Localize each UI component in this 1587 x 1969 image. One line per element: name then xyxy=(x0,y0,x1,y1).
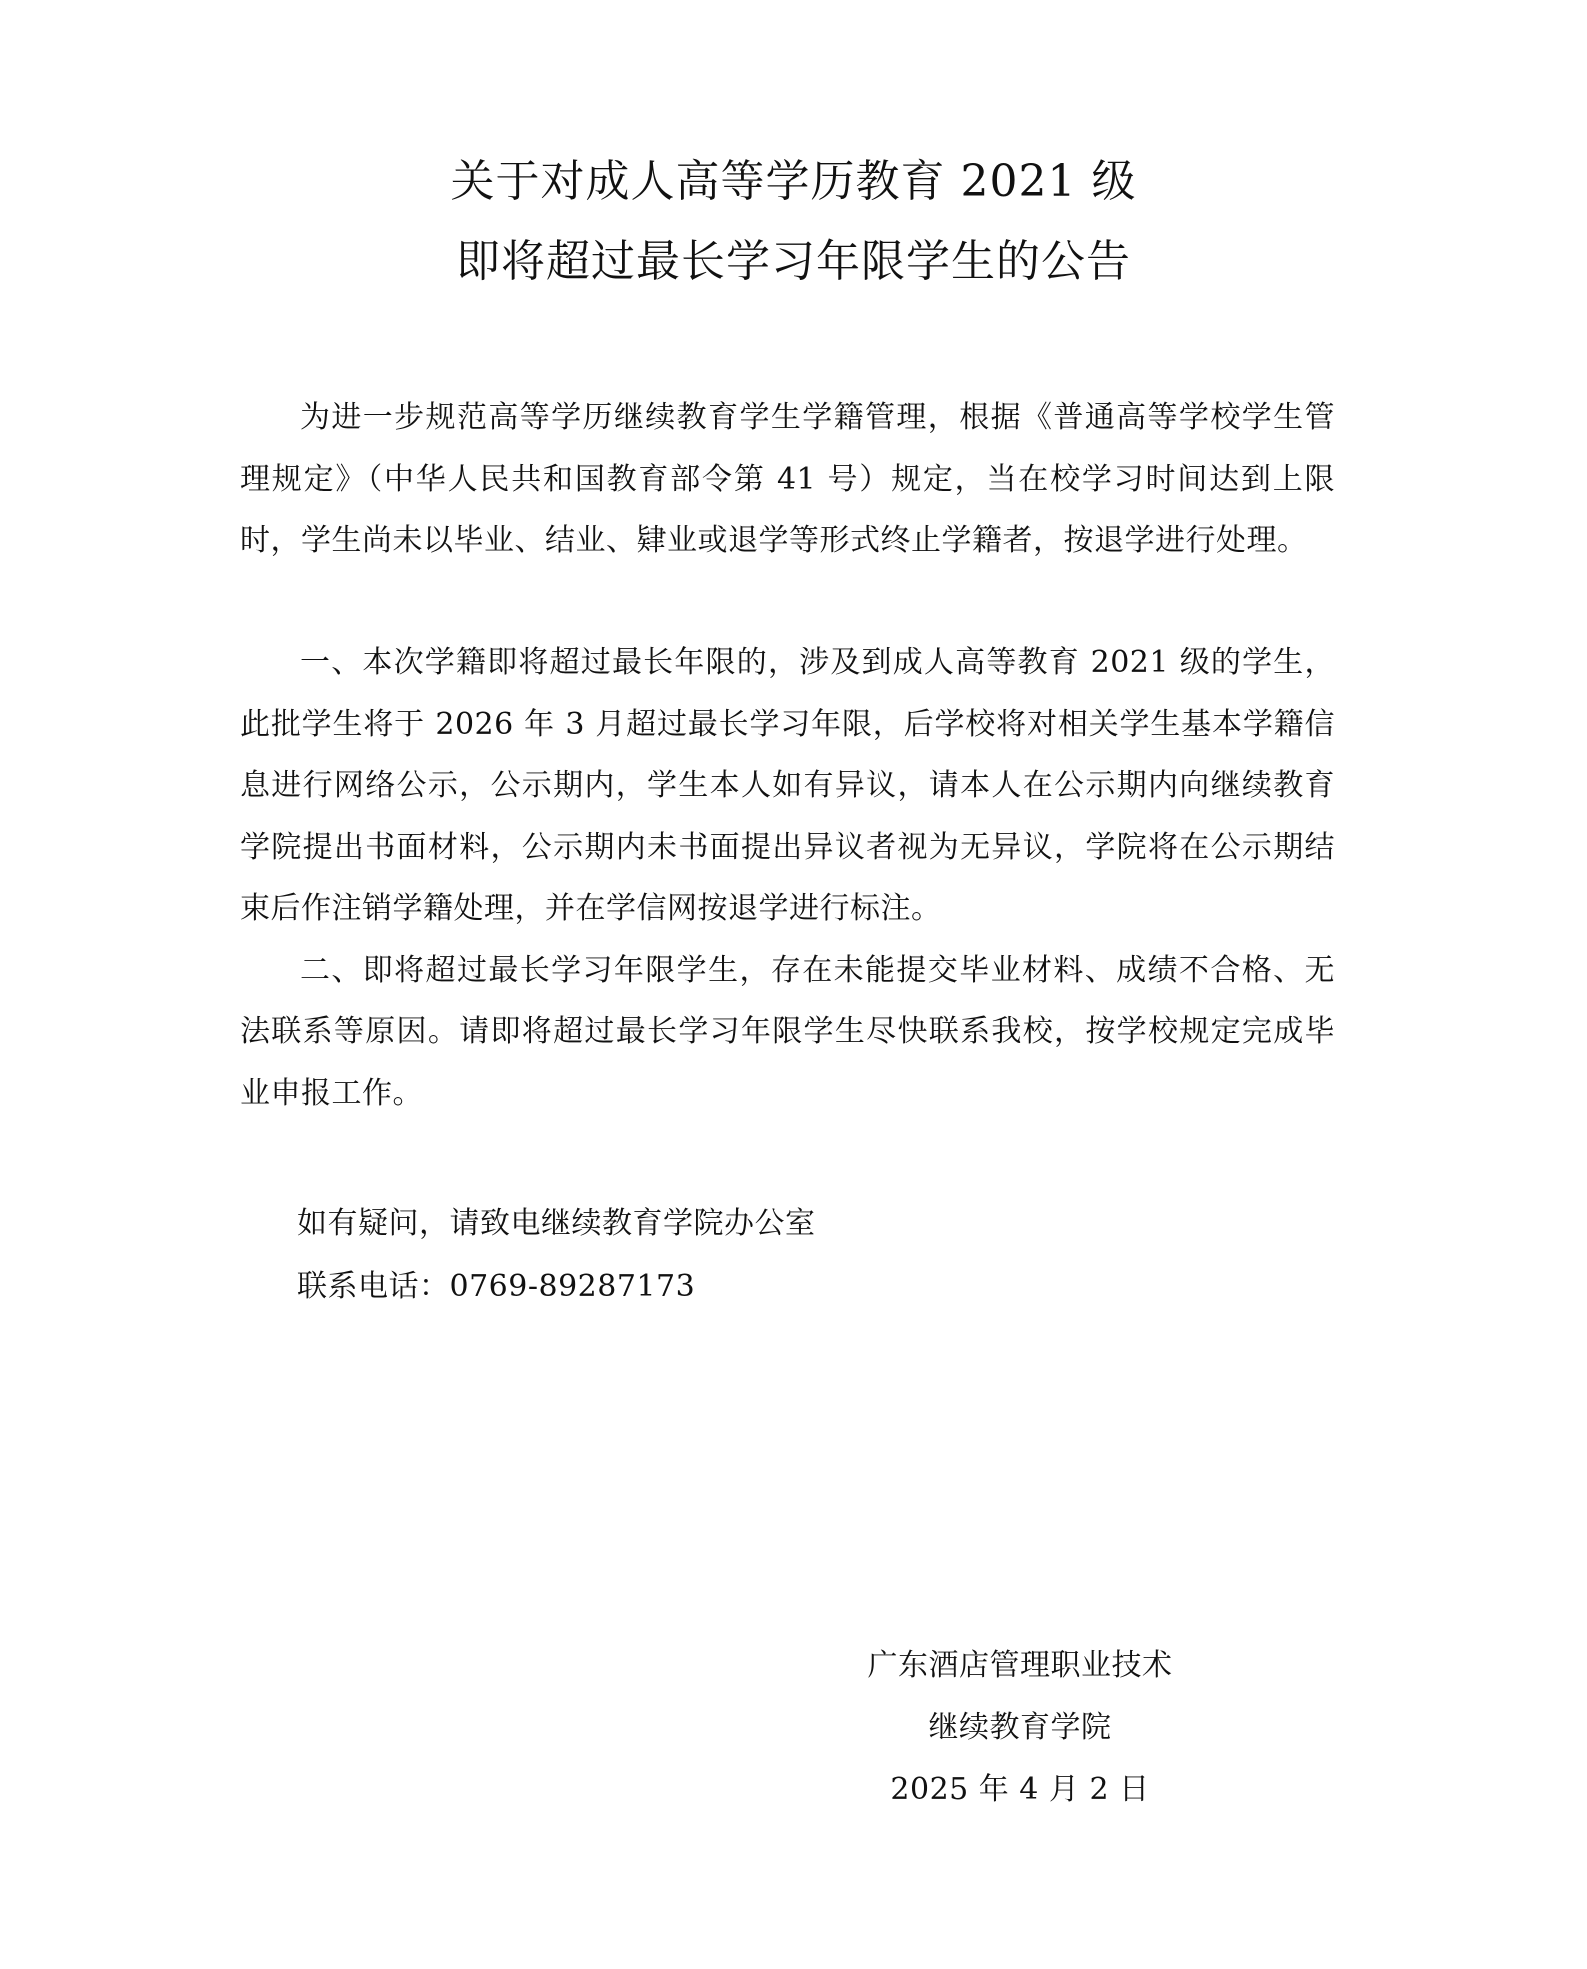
item-one-paragraph: 一、本次学籍即将超过最长年限的，涉及到成人高等教育 2021 级的学生，此批学生将于 2026 年 3 月超过最长学习年限，后学校将对相关学生基本学籍信息进行网络公示，公示期内，学生本人如有异议，请本人在公示期内向继续教育学院提出书面材料，公示期内未书面提出异议者视为无异议，学院将在公示期结束后作注销学籍处理，并在学信网按退学进行标注。 xyxy=(240,645,1335,926)
signature-date: 2025 年 4 月 2 日 xyxy=(890,1772,1150,1807)
item-two-paragraph: 二、即将超过最长学习年限学生，存在未能提交毕业材料、成绩不合格、无法联系等原因。请即将超过最长学习年限学生尽快联系我校，按学校规定完成毕业申报工作。 xyxy=(240,952,1335,1111)
items-section xyxy=(240,632,1335,1124)
intro-paragraph: 为进一步规范高等学历继续教育学生学籍管理，根据《普通高等学校学生管理规定》（中华人民共和国教育部令第 41 号）规定，当在校学习时间达到上限时，学生尚未以毕业、结业、肄业或退学等形式终止学籍者，按退学进行处理。 xyxy=(240,400,1335,558)
document-title-line-2: 即将超过最长学习年限学生的公告 xyxy=(456,236,1131,287)
signature-organization-line-2: 继续教育学院 xyxy=(928,1710,1112,1745)
document-title-line-1: 关于对成人高等学历教育 2021 级 xyxy=(450,156,1137,207)
contact-note: 如有疑问，请致电继续教育学院办公室 xyxy=(297,1206,816,1241)
contact-phone: 联系电话：0769-89287173 xyxy=(297,1269,696,1304)
signature-organization-line-1: 广东酒店管理职业技术 xyxy=(867,1648,1173,1683)
intro-section xyxy=(240,387,1335,572)
